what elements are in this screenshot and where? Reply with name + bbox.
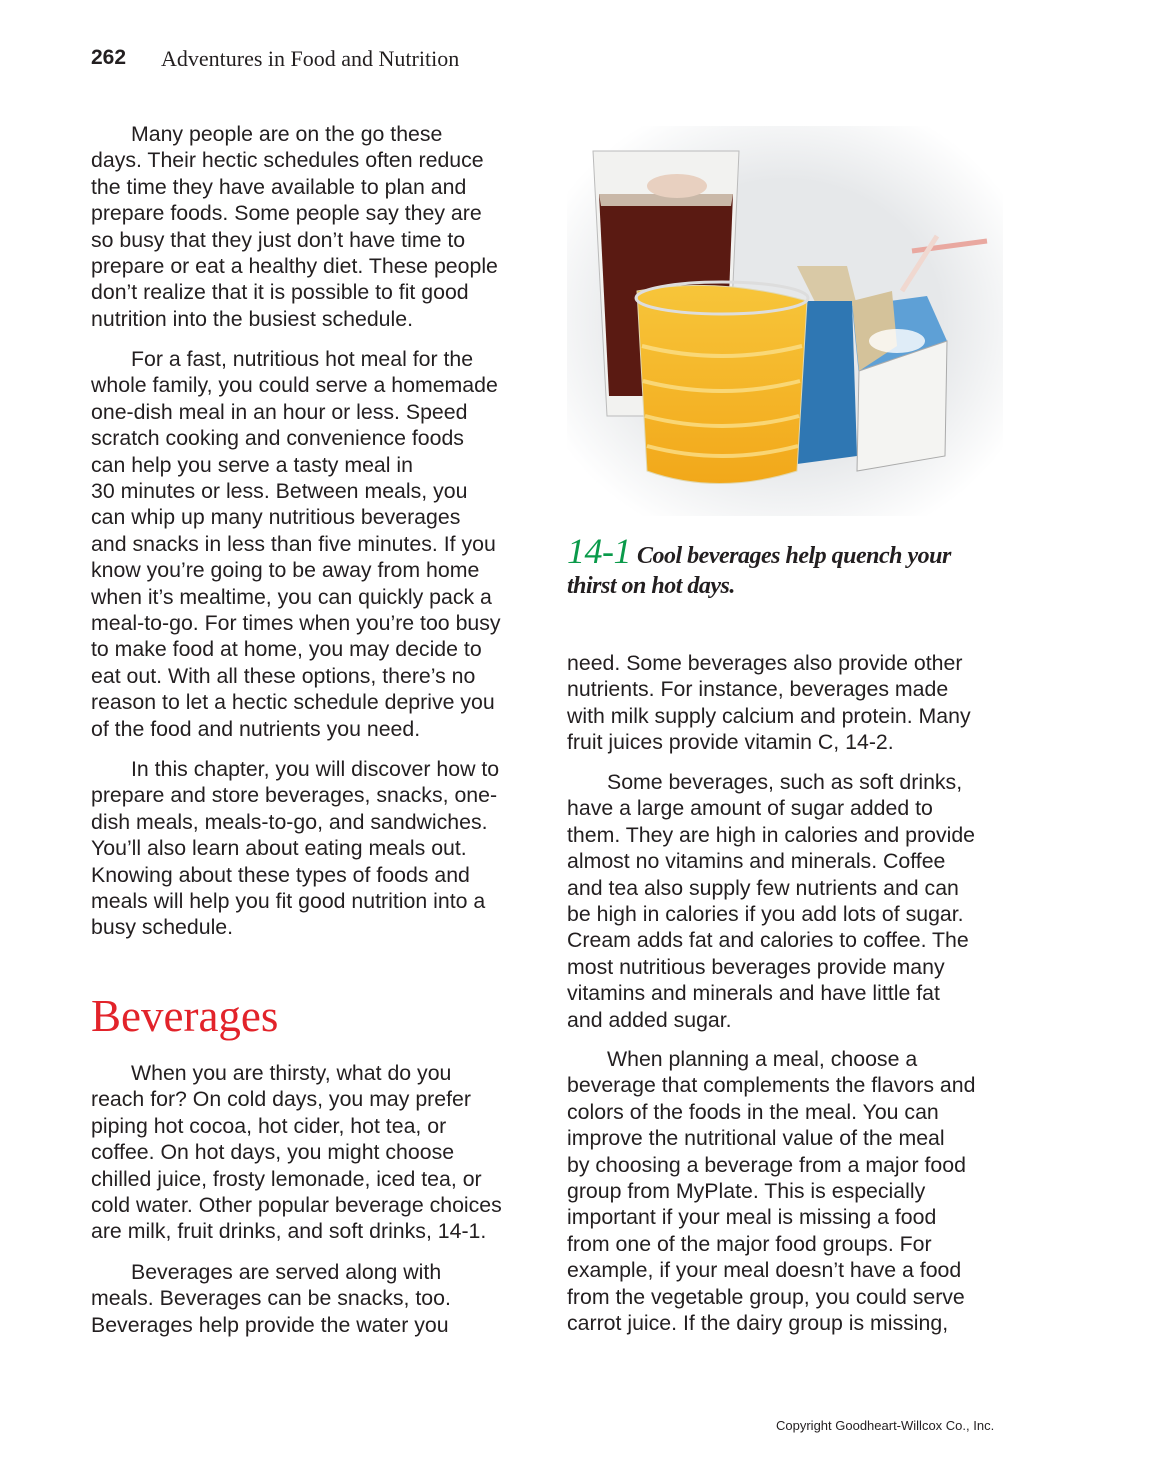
caption-line: Cool beverages help quench your [637,543,951,569]
text-line: almost no vitamins and minerals. Coffee [567,849,946,874]
text-line: can help you serve a tasty meal in [91,452,413,477]
text-line: with milk supply calcium and protein. Many [567,703,971,728]
text-line: prepare and store beverages, snacks, one- [91,783,498,808]
text-line: busy schedule. [91,915,234,940]
text-line: eat out. With all these options, there’s no [91,663,476,688]
paragraph [567,1046,975,1336]
figure-caption [567,531,951,601]
text-line: Some beverages, such as soft drinks, [607,770,963,794]
paragraph [91,1060,502,1245]
paragraph [567,650,971,756]
section-heading: Beverages [91,991,279,1041]
text-line: need. Some beverages also provide other [567,651,963,675]
caption-line: thirst on hot days. [567,573,735,599]
text-line: coffee. On hot days, you might choose [91,1140,455,1165]
paragraph [567,769,975,1033]
text-line: carrot juice. If the dairy group is missing, [567,1311,949,1336]
text-line: have a large amount of sugar added to [567,796,933,821]
text-line: example, if your meal doesn’t have a food [567,1258,962,1283]
text-line: cold water. Other popular beverage choices [91,1193,502,1218]
text-line: When you are thirsty, what do you [131,1061,452,1085]
text-line: When planning a meal, choose a [607,1047,918,1071]
text-line: For a fast, nutritious hot meal for the [131,347,474,371]
text-line: Many people are on the go these [131,122,443,146]
text-line: nutrition into the busiest schedule. [91,306,414,331]
text-line: Beverages help provide the water you [91,1312,449,1337]
text-line: and added sugar. [567,1007,732,1032]
text-line: from the vegetable group, you could serve [567,1284,965,1309]
text-line: improve the nutritional value of the meal [567,1126,945,1151]
text-line: prepare or eat a healthy diet. These people [91,254,498,279]
text-line: whole family, you could serve a homemade [91,373,498,398]
text-line: are milk, fruit drinks, and soft drinks, 14-1. [91,1219,487,1244]
text-line: meals. Beverages can be snacks, too. [91,1286,451,1311]
text-line: scratch cooking and convenience foods [91,426,464,451]
text-line: to make food at home, you may decide to [91,637,482,662]
text-line: days. Their hectic schedules often reduce [91,148,484,173]
text-line: and tea also supply few nutrients and can [567,875,959,900]
page-number: 262 [91,46,127,69]
text-line: know you’re going to be away from home [91,558,480,583]
text-line: one-dish meal in an hour or less. Speed [91,399,468,424]
text-line: meal-to-go. For times when you’re too busy [91,611,501,636]
text-line: most nutritious beverages provide many [567,954,945,979]
text-line: fruit juices provide vitamin C, 14-2. [567,730,894,755]
text-line: beverage that complements the flavors and [567,1073,976,1098]
text-line: and snacks in less than five minutes. If you [91,531,496,556]
text-line: can whip up many nutritious beverages [91,505,461,530]
text-line: You’ll also learn about eating meals out. [91,836,467,861]
text-line: In this chapter, you will discover how to [131,757,500,781]
text-line: Knowing about these types of foods and [91,862,470,887]
text-line: by choosing a beverage from a major food [567,1152,966,1177]
text-line: be high in calories if you add lots of sugar. [567,902,964,927]
text-line: nutrients. For instance, beverages made [567,677,949,702]
text-line: important if your meal is missing a food [567,1205,937,1230]
text-line: when it’s mealtime, you can quickly pack a [91,584,492,609]
text-line: from one of the major food groups. For [567,1231,932,1256]
text-line: prepare foods. Some people say they are [91,201,482,226]
text-line: chilled juice, frosty lemonade, iced tea, or [91,1166,482,1191]
paragraph [91,346,501,742]
text-line: vitamins and minerals and have little fat [567,981,940,1006]
copyright-notice: Copyright Goodheart-Willcox Co., Inc. [776,1418,995,1433]
text-line: piping hot cocoa, hot cider, hot tea, or [91,1113,447,1138]
text-line: the time they have available to plan and [91,174,467,199]
text-line: 30 minutes or less. Between meals, you [91,479,468,504]
text-line: reason to let a hectic schedule deprive you [91,690,495,715]
running-header-title: Adventures in Food and Nutrition [161,46,460,71]
text-line: them. They are high in calories and provide [567,822,976,847]
text-line: group from MyPlate. This is especially [567,1179,926,1204]
text-line: so busy that they just don’t have time to [91,227,466,252]
paragraph [91,756,499,941]
paragraph [91,1259,451,1338]
beverages-photo [567,126,1003,516]
orange-juice-glass [636,282,808,484]
paragraph [91,121,498,332]
text-line: dish meals, meals-to-go, and sandwiches. [91,809,488,834]
text-line: reach for? On cold days, you may prefer [91,1087,471,1112]
text-line: Cream adds fat and calories to coffee. The [567,928,969,953]
text-line: meals will help you fit good nutrition into a [91,889,486,914]
text-line: colors of the foods in the meal. You can [567,1099,939,1124]
text-line: Beverages are served along with [131,1260,442,1284]
text-line: don’t realize that it is possible to fit good [91,280,469,305]
text-line: of the food and nutrients you need. [91,716,421,741]
figure-number: 14-1 [567,531,631,571]
